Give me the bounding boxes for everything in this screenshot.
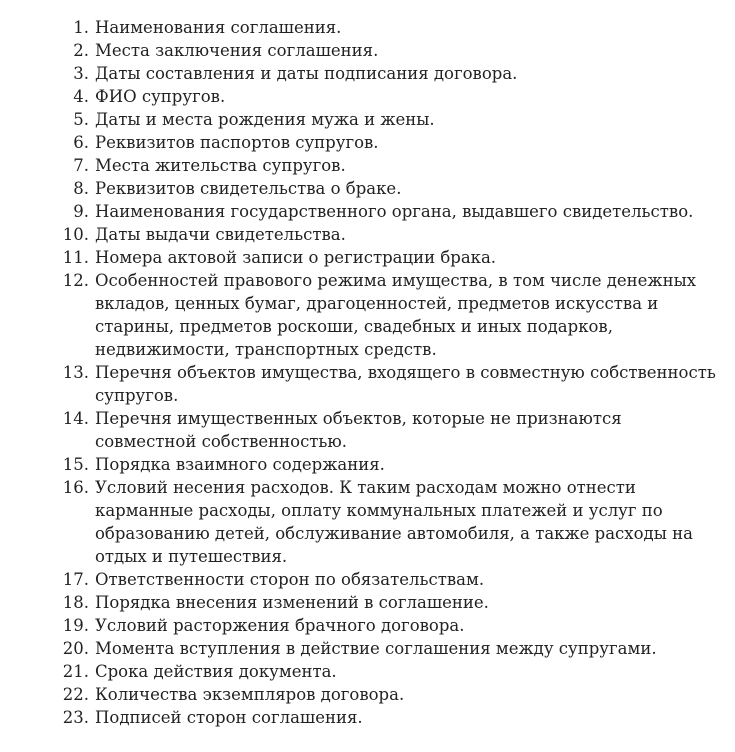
item-text: Наименования государственного органа, выдавшего свидетельство.: [95, 202, 694, 221]
list-item: [0, 177, 735, 200]
list-item: [0, 660, 735, 683]
list-item: [0, 200, 735, 223]
item-number: 20.: [62, 639, 89, 658]
list-item: [0, 614, 735, 637]
item-number: 23.: [62, 708, 89, 727]
item-text: Ответственности сторон по обязательствам.: [95, 570, 485, 589]
item-text: ФИО супругов.: [95, 87, 226, 106]
item-number: 6.: [73, 133, 89, 152]
list-item: [0, 706, 735, 729]
item-number: 2.: [73, 41, 89, 60]
item-number: 12.: [62, 271, 89, 290]
list-item: [0, 476, 735, 568]
item-number: 4.: [73, 87, 89, 106]
item-text: Места заключения соглашения.: [95, 41, 379, 60]
item-number: 1.: [73, 18, 89, 37]
list-item: [0, 154, 735, 177]
item-number: 8.: [73, 179, 89, 198]
item-text: Условий расторжения брачного договора.: [95, 616, 465, 635]
item-number: 11.: [62, 248, 89, 267]
item-text: Особенностей правового режима имущества, в том числе денежных вкладов, ценных бумаг, драгоценностей, предметов искусства и старины, предметов роскоши, свадебных и иных подарков, недвижимости, транспортных средств.: [95, 271, 697, 359]
list-item: [0, 637, 735, 660]
item-number: 14.: [62, 409, 89, 428]
item-text: Условий несения расходов. К таким расходам можно отнести карманные расходы, оплату коммунальных платежей и услуг по образованию детей, обслуживание автомобиля, а также расходы на отдых и путешествия.: [95, 478, 693, 566]
item-text: Наименования соглашения.: [95, 18, 342, 37]
list-item: [0, 453, 735, 476]
list-item: [0, 591, 735, 614]
list-item: [0, 108, 735, 131]
list-item: [0, 246, 735, 269]
item-text: Места жительства супругов.: [95, 156, 346, 175]
item-number: 10.: [62, 225, 89, 244]
numbered-list: [0, 16, 735, 729]
item-text: Даты составления и даты подписания договора.: [95, 64, 518, 83]
item-number: 7.: [73, 156, 89, 175]
list-item: [0, 85, 735, 108]
list-item: [0, 361, 735, 407]
item-number: 3.: [73, 64, 89, 83]
list-item: [0, 407, 735, 453]
item-text: Даты выдачи свидетельства.: [95, 225, 346, 244]
item-text: Срока действия документа.: [95, 662, 337, 681]
list-item: [0, 39, 735, 62]
item-text: Количества экземпляров договора.: [95, 685, 405, 704]
list-item: [0, 16, 735, 39]
list-item: [0, 131, 735, 154]
item-number: 13.: [62, 363, 89, 382]
item-text: Перечня объектов имущества, входящего в совместную собственность супругов.: [95, 363, 716, 405]
item-number: 9.: [73, 202, 89, 221]
item-number: 15.: [62, 455, 89, 474]
item-number: 21.: [62, 662, 89, 681]
list-item: [0, 62, 735, 85]
list-item: [0, 568, 735, 591]
list-item: [0, 683, 735, 706]
item-number: 17.: [62, 570, 89, 589]
item-text: Порядка взаимного содержания.: [95, 455, 385, 474]
item-number: 5.: [73, 110, 89, 129]
item-text: Номера актовой записи о регистрации брака.: [95, 248, 497, 267]
item-text: Перечня имущественных объектов, которые не признаются совместной собственностью.: [95, 409, 622, 451]
item-text: Порядка внесения изменений в соглашение.: [95, 593, 489, 612]
item-text: Момента вступления в действие соглашения между супругами.: [95, 639, 657, 658]
item-text: Даты и места рождения мужа и жены.: [95, 110, 435, 129]
item-number: 19.: [62, 616, 89, 635]
list-item: [0, 223, 735, 246]
item-number: 16.: [62, 478, 89, 497]
item-text: Реквизитов свидетельства о браке.: [95, 179, 402, 198]
item-number: 18.: [62, 593, 89, 612]
item-number: 22.: [62, 685, 89, 704]
list-item: [0, 269, 735, 361]
item-text: Подписей сторон соглашения.: [95, 708, 363, 727]
item-text: Реквизитов паспортов супругов.: [95, 133, 379, 152]
